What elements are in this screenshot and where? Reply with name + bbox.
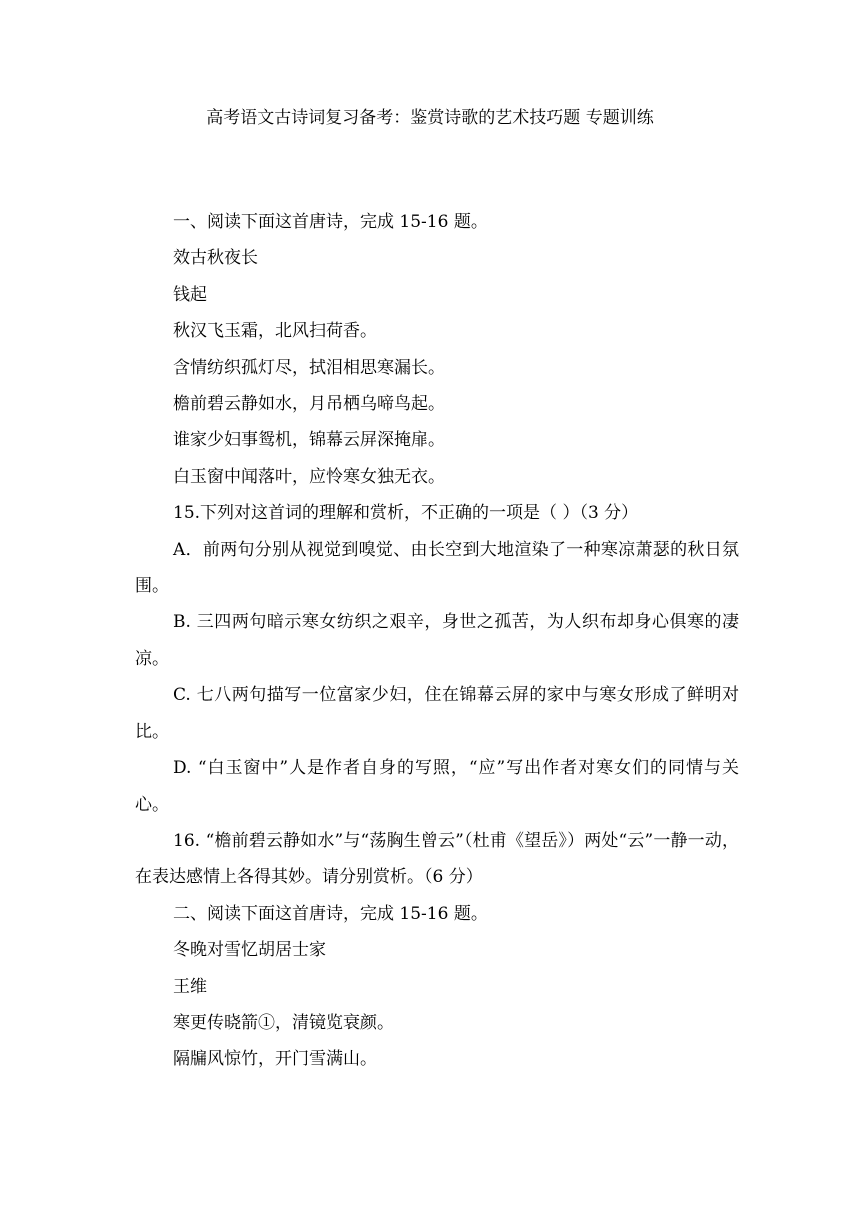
document-body (135, 204, 739, 1078)
option-b: B. 三四两句暗示寒女纺织之艰辛，身世之孤苦，为人织布却身心俱寒的凄凉。 (135, 612, 739, 669)
poem-line: 寒更传晓箭①，清镜览衰颜。 (173, 1012, 394, 1033)
section-heading-2: 二、阅读下面这首唐诗，完成 15-16 题。 (173, 903, 488, 924)
poem-line: 隔牖风惊竹，开门雪满山。 (173, 1049, 377, 1070)
poem-line: 白玉窗中闻落叶，应怜寒女独无衣。 (173, 466, 445, 487)
option-c: C. 七八两句描写一位富家少妇，住在锦幕云屏的家中与寒女形成了鲜明对比。 (135, 685, 739, 742)
question-16: 16. “檐前碧云静如水”与“荡胸生曾云”（杜甫《望岳》）两处“云”一静一动，在表达感情上各得其妙。请分别赏析。（6 分） (135, 830, 739, 888)
poem-author-2: 王维 (173, 976, 207, 997)
poem-line: 秋汉飞玉霜，北风扫荷香。 (173, 321, 377, 342)
poem-title-1: 效古秋夜长 (173, 248, 258, 269)
document-title: 高考语文古诗词复习备考：鉴赏诗歌的艺术技巧题 专题训练 (206, 108, 654, 128)
option-a: A．前两句分别从视觉到嗅觉、由长空到大地渲染了一种寒凉萧瑟的秋日氛围。 (135, 539, 739, 597)
question-15: 15.下列对这首词的理解和赏析，不正确的一项是（ ）（3 分） (173, 503, 639, 524)
option-d: D. “白玉窗中”人是作者自身的写照，“应”写出作者对寒女们的同情与关心。 (135, 758, 739, 815)
poem-line: 檐前碧云静如水，月吊栖乌啼鸟起。 (173, 394, 445, 415)
poem-line: 含情纺织孤灯尽，拭泪相思寒漏长。 (173, 357, 445, 378)
section-heading-1: 一、阅读下面这首唐诗，完成 15-16 题。 (173, 212, 488, 232)
poem-line: 谁家少妇事鸳机，锦幕云屏深掩扉。 (173, 430, 445, 451)
poem-author-1: 钱起 (173, 284, 207, 305)
poem-title-2: 冬晚对雪忆胡居士家 (173, 940, 326, 961)
